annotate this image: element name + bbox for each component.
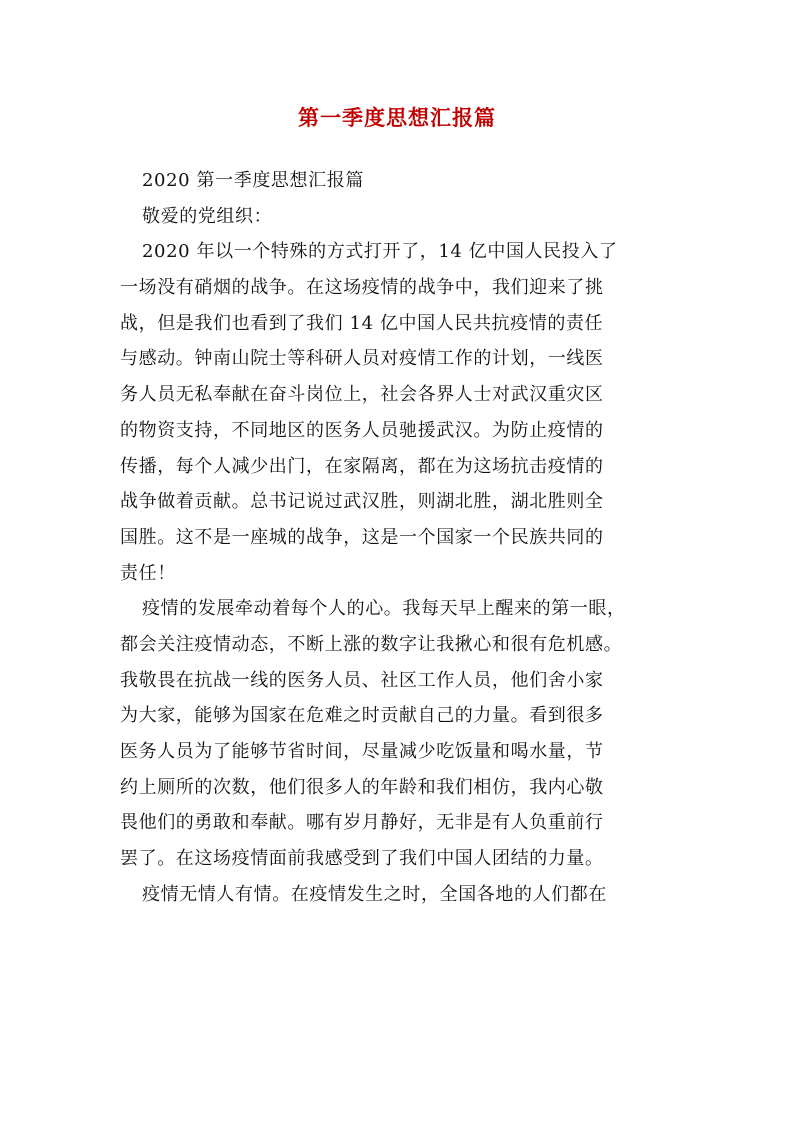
- text-line: 与感动。钟南山院士等科研人员对疫情工作的计划，一线医: [120, 348, 604, 370]
- text-line: 约上厕所的次数，他们很多人的年龄和我们相仿，我内心敬: [120, 776, 604, 798]
- text-line: 国胜。这不是一座城的战争，这是一个国家一个民族共同的: [120, 526, 604, 548]
- text-line: 传播，每个人减少出门，在家隔离，都在为这场抗击疫情的: [120, 455, 604, 477]
- text-line: 我敬畏在抗战一线的医务人员、社区工作人员，他们舍小家: [120, 669, 604, 691]
- document-body: [120, 163, 680, 912]
- text-line: 责任！: [120, 562, 176, 584]
- text-line: 都会关注疫情动态，不断上涨的数字让我揪心和很有危机感。: [120, 633, 623, 655]
- text-line: 疫情的发展牵动着每个人的心。我每天早上醒来的第一眼，: [142, 598, 626, 620]
- text-line: 的物资支持，不同地区的医务人员驰援武汉。为防止疫情的: [120, 419, 604, 441]
- text-line: 疫情无情人有情。在疫情发生之时，全国各地的人们都在: [142, 883, 607, 905]
- text-line: 务人员无私奉献在奋斗岗位上，社会各界人士对武汉重灾区: [120, 384, 604, 406]
- text-line: 2020 第一季度思想汇报篇: [142, 170, 364, 191]
- text-line: 医务人员为了能够节省时间，尽量减少吃饭量和喝水量，节: [120, 741, 604, 762]
- text-line: 敬爱的党组织：: [142, 205, 273, 227]
- text-line: 一场没有硝烟的战争。在这场疫情的战争中，我们迎来了挑: [120, 277, 604, 299]
- text-line: 为大家，能够为国家在危难之时贡献自己的力量。看到很多: [120, 705, 604, 727]
- text-line: 罢了。在这场疫情面前我感受到了我们中国人团结的力量。: [120, 848, 604, 870]
- text-line: 畏他们的勇敢和奉献。哪有岁月静好，无非是有人负重前行: [120, 812, 604, 834]
- text-line: 战，但是我们也看到了我们 14 亿中国人民共抗疫情的责任: [120, 312, 604, 334]
- document-title: 第一季度思想汇报篇: [298, 105, 496, 130]
- text-line: 战争做着贡献。总书记说过武汉胜，则湖北胜，湖北胜则全: [120, 491, 604, 513]
- text-line: 2020 年以一个特殊的方式打开了，14 亿中国人民投入了: [142, 241, 618, 263]
